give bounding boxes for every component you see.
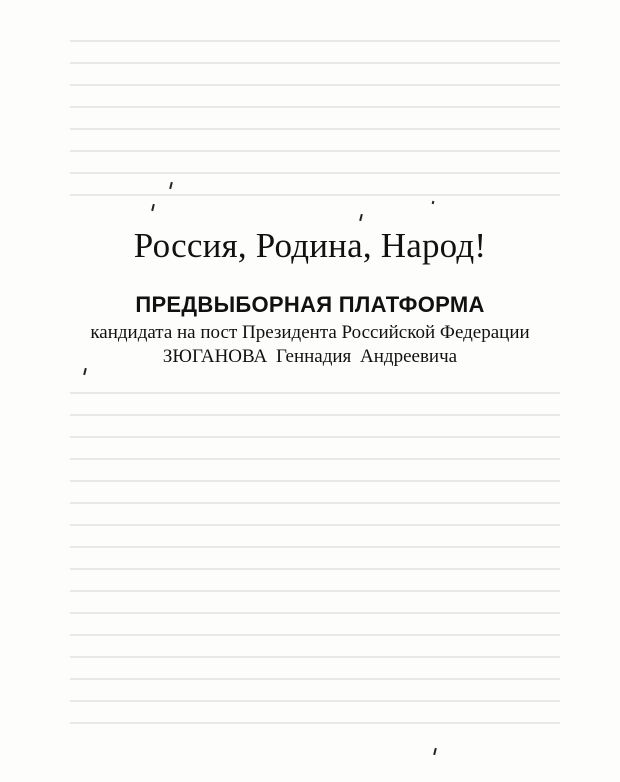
- show-through-line: [70, 436, 560, 438]
- show-through-line: [70, 700, 560, 702]
- show-through-line: [70, 546, 560, 548]
- show-through-line: [70, 40, 560, 42]
- show-through-line: [70, 722, 560, 724]
- show-through-line: [70, 458, 560, 460]
- show-through-line: [70, 678, 560, 680]
- candidate-name: ЗЮГАНОВА Геннадия Андреевича: [162, 346, 458, 367]
- show-through-line: [70, 172, 560, 174]
- ink-speck: [433, 748, 437, 755]
- show-through-line: [70, 128, 560, 130]
- ink-speck: [83, 368, 87, 375]
- show-through-line: [70, 392, 560, 394]
- show-through-line: [70, 62, 560, 64]
- show-through-line: [70, 194, 560, 196]
- document-title: Россия, Родина, Народ!: [133, 226, 487, 265]
- show-through-line: [70, 502, 560, 504]
- ink-speck: [432, 201, 435, 204]
- show-through-line: [70, 480, 560, 482]
- show-through-line: [70, 150, 560, 152]
- show-through-line: [70, 634, 560, 636]
- document-subtitle: ПРЕДВЫБОРНАЯ ПЛАТФОРМА: [135, 292, 485, 317]
- show-through-line: [70, 612, 560, 614]
- ink-speck: [169, 182, 173, 189]
- show-through-line: [70, 568, 560, 570]
- ink-speck: [151, 204, 155, 211]
- candidate-position-line: кандидата на пост Президента Российской Федерации: [90, 322, 530, 343]
- show-through-line: [70, 524, 560, 526]
- show-through-line: [70, 590, 560, 592]
- ink-speck: [359, 214, 363, 221]
- show-through-line: [70, 656, 560, 658]
- show-through-line: [70, 106, 560, 108]
- show-through-line: [70, 84, 560, 86]
- show-through-line: [70, 414, 560, 416]
